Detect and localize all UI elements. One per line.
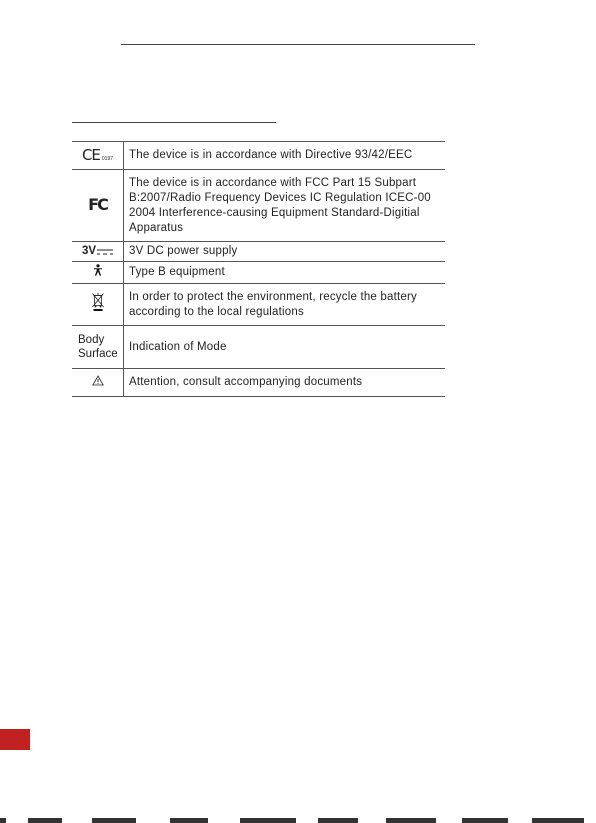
table-row [72,326,445,369]
type-b-description: Type B equipment [124,262,446,284]
symbols-table [72,141,445,397]
weee-description: In order to protect the environment, recycle the battery according to the local regulations [124,284,446,326]
fcc-mark-cell [72,170,124,242]
ce-description: The device is in accordance with Directive 93/42/EEC [124,142,446,170]
ce-mark-cell [72,142,124,170]
fcc-mark-icon: FC [88,194,107,214]
dc-power-description: 3V DC power supply [124,242,446,262]
dc-power-cell [72,242,124,262]
type-b-cell [72,262,124,284]
table-row [72,284,445,326]
ce-mark-icon: CE 0197 [81,145,114,164]
fcc-description: The device is in accordance with FCC Part 15 Subpart B:2007/Radio Frequency Devices IC Regulation ICEC-00 2004 Interference-causing Equipment Standard-Digitial Apparatus [124,170,446,242]
page-corner-tab [0,729,30,750]
table-row [72,142,445,170]
weee-cell [72,284,124,326]
bottom-cut-text-band [0,818,596,823]
surface-label: Surface [78,348,118,360]
table-row [72,369,445,397]
table-row [72,242,445,262]
body-label: Body [78,334,105,346]
warning-cell [72,369,124,397]
table-row [72,262,445,284]
body-surface-cell [72,326,124,369]
dc-power-icon: 3V [82,244,113,259]
table-row [72,170,445,242]
header-rule [121,44,475,45]
dc-symbol-icon [97,248,113,256]
type-b-person-icon [93,264,103,276]
body-surface-description: Indication of Mode [124,326,446,369]
warning-triangle-icon [92,375,104,386]
crossed-bin-icon [91,292,105,312]
section-title-underline [72,122,276,123]
warning-description: Attention, consult accompanying documents [124,369,446,397]
